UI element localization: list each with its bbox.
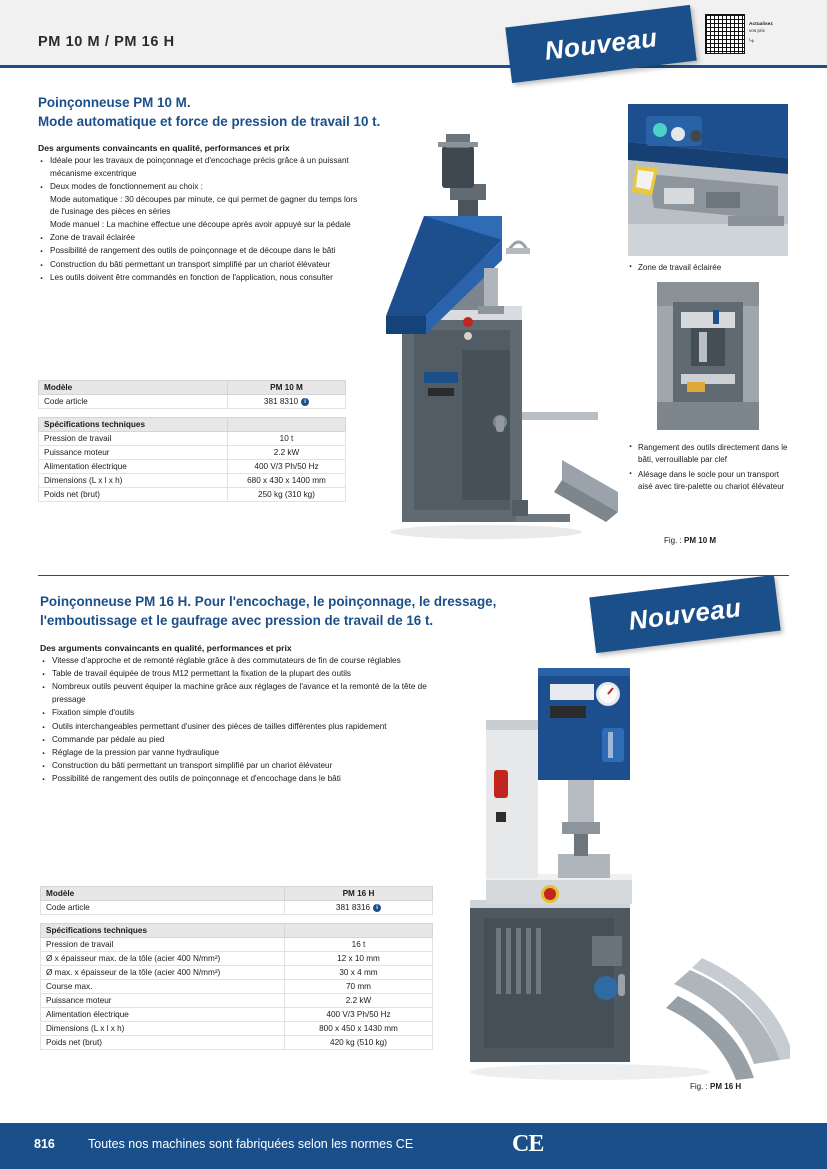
list-item bbox=[40, 747, 460, 760]
list-item bbox=[40, 721, 460, 734]
table-row bbox=[41, 1022, 433, 1036]
list-item bbox=[38, 272, 358, 285]
list-item-label: Construction du bâti permettant un transport simplifié par un chariot élévateur bbox=[52, 761, 333, 771]
page-title: PM 10 M / PM 16 H bbox=[38, 34, 175, 50]
list-item bbox=[628, 442, 793, 465]
table-row bbox=[41, 966, 433, 980]
table-row bbox=[41, 952, 433, 966]
list-item-label: Outils interchangeables permettant d'usiner des pièces de tailles différentes plus rapidement bbox=[52, 721, 387, 731]
article-code: 381 8310 bbox=[263, 397, 299, 406]
table-row bbox=[41, 1036, 433, 1050]
qr-promo-block[interactable] bbox=[705, 8, 797, 60]
list-item-label: Vitesse d'approche et de remonté réglable grâce à des commutateurs de fin de course réglables bbox=[52, 656, 401, 665]
table-row bbox=[41, 994, 433, 1008]
table-cell-label: Poids net (brut) bbox=[39, 488, 228, 502]
list-item-label: Possibilité de rangement des outils de poinçonnage et d'encochage dans le bâti bbox=[52, 774, 341, 784]
info-icon[interactable]: i bbox=[373, 904, 381, 912]
article-code: 381 8316 bbox=[335, 903, 371, 912]
footer-text: Toutes nos machines sont fabriquées selon les normes CE bbox=[88, 1137, 414, 1151]
list-item-label: Possibilité de rangement des outils de poinçonnage et de découpe dans le bâti bbox=[50, 246, 336, 256]
list-item-label: Réglage de la pression par vanne hydraulique bbox=[52, 747, 220, 757]
table-cell-label: Pression de travail bbox=[41, 938, 285, 952]
table-cell-label: Pression de travail bbox=[39, 432, 228, 446]
table-cell-value: 2.2 kW bbox=[228, 446, 346, 460]
table-cell-value: 800 x 450 x 1430 mm bbox=[285, 1022, 433, 1036]
list-item-label: Commande par pédale au pied bbox=[52, 734, 165, 744]
table-cell-value: 400 V/3 Ph/50 Hz bbox=[285, 1008, 433, 1022]
table-cell-value: 12 x 10 mm bbox=[285, 952, 433, 966]
table-row bbox=[39, 432, 346, 446]
list-item bbox=[40, 734, 460, 747]
table-cell-label: Code article bbox=[41, 901, 285, 915]
table-cell-value: 420 kg (510 kg) bbox=[285, 1036, 433, 1050]
arrow-icon: ⤷ bbox=[749, 35, 755, 46]
table-spacer bbox=[41, 915, 433, 924]
table-header-model: Modèle bbox=[41, 887, 285, 901]
figure1-caption-label: Fig. : bbox=[664, 536, 685, 545]
list-item-label: Rangement des outils directement dans le bâti, verrouillable par clef bbox=[638, 443, 788, 464]
table-header-model-value: PM 10 M bbox=[228, 381, 346, 395]
table-header-specs: Spécifications techniques bbox=[41, 924, 285, 938]
table-cell-label: Code article bbox=[39, 395, 228, 409]
figure1-caption bbox=[664, 536, 716, 545]
section-divider bbox=[38, 575, 789, 576]
photo-lit-work-area bbox=[628, 104, 788, 256]
section1-arguments-list bbox=[38, 155, 358, 285]
list-item bbox=[40, 773, 460, 786]
table-header-specs: Spécifications techniques bbox=[39, 418, 228, 432]
qr-caption-text: vos prix bbox=[749, 28, 765, 34]
machine-photo-pm10m bbox=[366, 120, 624, 550]
qr-caption-bold: Actualisez bbox=[749, 21, 773, 27]
figure1-caption-name: PM 10 M bbox=[684, 536, 717, 545]
figure2-caption bbox=[690, 1082, 741, 1091]
section2-args-heading: Des arguments convaincants en qualité, performances et prix bbox=[40, 643, 292, 653]
list-item-label: Fixation simple d'outils bbox=[52, 708, 135, 718]
table-row bbox=[41, 924, 433, 938]
machine-photo-pm16h bbox=[440, 640, 790, 1090]
qr-code-icon[interactable] bbox=[705, 14, 745, 54]
table-cell-label: Alimentation électrique bbox=[39, 460, 228, 474]
list-item-label: Table de travail équipée de trous M12 permettant la fixation de la plupart des outils bbox=[52, 669, 352, 679]
figure2-caption-name: PM 16 H bbox=[710, 1082, 742, 1091]
table-header-model: Modèle bbox=[39, 381, 228, 395]
list-item-label: Zone de travail éclairée bbox=[50, 233, 136, 243]
list-item-label: Alésage dans le socle pour un transport aisé avec tire-palette ou chariot élévateur bbox=[638, 470, 785, 491]
table-row bbox=[41, 887, 433, 901]
table-row bbox=[39, 418, 346, 432]
section1-spec-table bbox=[38, 380, 346, 502]
table-header-specs-empty bbox=[228, 418, 346, 432]
table-cell-value: 400 V/3 Ph/50 Hz bbox=[228, 460, 346, 474]
table-cell-value: 10 t bbox=[228, 432, 346, 446]
qr-caption bbox=[749, 22, 791, 47]
list-item bbox=[38, 232, 358, 245]
table-cell-value: 680 x 430 x 1400 mm bbox=[228, 474, 346, 488]
list-item bbox=[38, 181, 358, 232]
photo-a-notes bbox=[628, 262, 788, 278]
table-cell-label: Puissance moteur bbox=[41, 994, 285, 1008]
page-header bbox=[0, 0, 827, 68]
table-cell-value: 250 kg (310 kg) bbox=[228, 488, 346, 502]
list-item-sub-1: Mode automatique : 30 découpes par minute, ce qui permet de gagner du temps lors de l'usinage des pièces en séries bbox=[50, 194, 358, 217]
table-row bbox=[41, 938, 433, 952]
table-row bbox=[39, 474, 346, 488]
figure2-caption-label: Fig. : bbox=[690, 1082, 711, 1091]
page-footer bbox=[0, 1123, 827, 1169]
badge-nouveau-bottom-label: Nouveau bbox=[626, 591, 744, 636]
section2-spec-table bbox=[40, 886, 433, 1050]
section2-title-line1: Poinçonneuse PM 16 H. Pour l'encochage, le poinçonnage, le dressage, bbox=[40, 594, 497, 609]
list-item bbox=[628, 262, 788, 274]
table-cell-value: 30 x 4 mm bbox=[285, 966, 433, 980]
photo-b-notes bbox=[628, 442, 793, 496]
list-item-sub-2: Mode manuel : La machine effectue une découpe après avoir appuyé sur la pédale bbox=[50, 220, 351, 230]
section1-args-heading: Des arguments convaincants en qualité, performances et prix bbox=[38, 143, 290, 153]
section2-title bbox=[40, 592, 580, 631]
list-item-label: Idéale pour les travaux de poinçonnage et d'encochage précis grâce à un puissant mécanisme excentrique bbox=[50, 156, 349, 178]
section2-arguments-list bbox=[40, 655, 460, 787]
table-cell-label: Dimensions (L x l x h) bbox=[41, 1022, 285, 1036]
table-row bbox=[39, 460, 346, 474]
table-row bbox=[41, 1008, 433, 1022]
table-cell-label: Dimensions (L x l x h) bbox=[39, 474, 228, 488]
list-item bbox=[628, 469, 793, 492]
table-cell-label: Ø x épaisseur max. de la tôle (acier 400 N/mm²) bbox=[41, 952, 285, 966]
table-row bbox=[39, 381, 346, 395]
section2-title-line2: l'emboutissage et le gaufrage avec pression de travail de 16 t. bbox=[40, 613, 434, 629]
table-cell-label: Poids net (brut) bbox=[41, 1036, 285, 1050]
table-spacer bbox=[39, 409, 346, 418]
photo-tool-storage bbox=[657, 282, 759, 430]
table-row bbox=[39, 488, 346, 502]
list-item bbox=[38, 245, 358, 258]
list-item bbox=[40, 760, 460, 773]
list-item-label: Construction du bâti permettant un transport simplifié par un chariot élévateur bbox=[50, 259, 331, 269]
list-item bbox=[38, 259, 358, 272]
list-item bbox=[40, 655, 460, 668]
table-header-model-value: PM 16 H bbox=[285, 887, 433, 901]
list-item-label: Les outils doivent être commandés en fonction de l'application, nous consulter bbox=[50, 272, 333, 282]
table-cell-value bbox=[285, 901, 433, 915]
table-row bbox=[41, 901, 433, 915]
list-item bbox=[38, 155, 358, 180]
list-item bbox=[40, 707, 460, 720]
ce-mark-icon: CE bbox=[512, 1131, 544, 1157]
table-row bbox=[39, 395, 346, 409]
table-cell-label: Puissance moteur bbox=[39, 446, 228, 460]
table-cell-label: Alimentation électrique bbox=[41, 1008, 285, 1022]
list-item bbox=[40, 668, 460, 681]
table-cell-value: 70 mm bbox=[285, 980, 433, 994]
list-item-label: Nombreux outils peuvent équiper la machine grâce aux réglages de l'avance et la remonté de la tête de pressage bbox=[52, 682, 427, 705]
section1-title-line1: Poinçonneuse PM 10 M. bbox=[38, 95, 191, 110]
list-item bbox=[40, 681, 460, 706]
table-header-specs-empty bbox=[285, 924, 433, 938]
table-row bbox=[39, 446, 346, 460]
table-cell-label: Course max. bbox=[41, 980, 285, 994]
list-item-label: Deux modes de fonctionnement au choix : bbox=[50, 181, 203, 191]
list-item-label: Zone de travail éclairée bbox=[638, 263, 722, 272]
section1-title-line2: Mode automatique et force de pression de travail 10 t. bbox=[38, 114, 381, 130]
info-icon[interactable]: i bbox=[301, 398, 309, 406]
table-cell-value bbox=[228, 395, 346, 409]
table-row bbox=[41, 980, 433, 994]
table-cell-label: Ø max. x épaisseur de la tôle (acier 400 N/mm²) bbox=[41, 966, 285, 980]
page-number: 816 bbox=[34, 1137, 55, 1151]
badge-nouveau-top-label: Nouveau bbox=[542, 21, 660, 66]
table-cell-value: 2.2 kW bbox=[285, 994, 433, 1008]
table-cell-value: 16 t bbox=[285, 938, 433, 952]
